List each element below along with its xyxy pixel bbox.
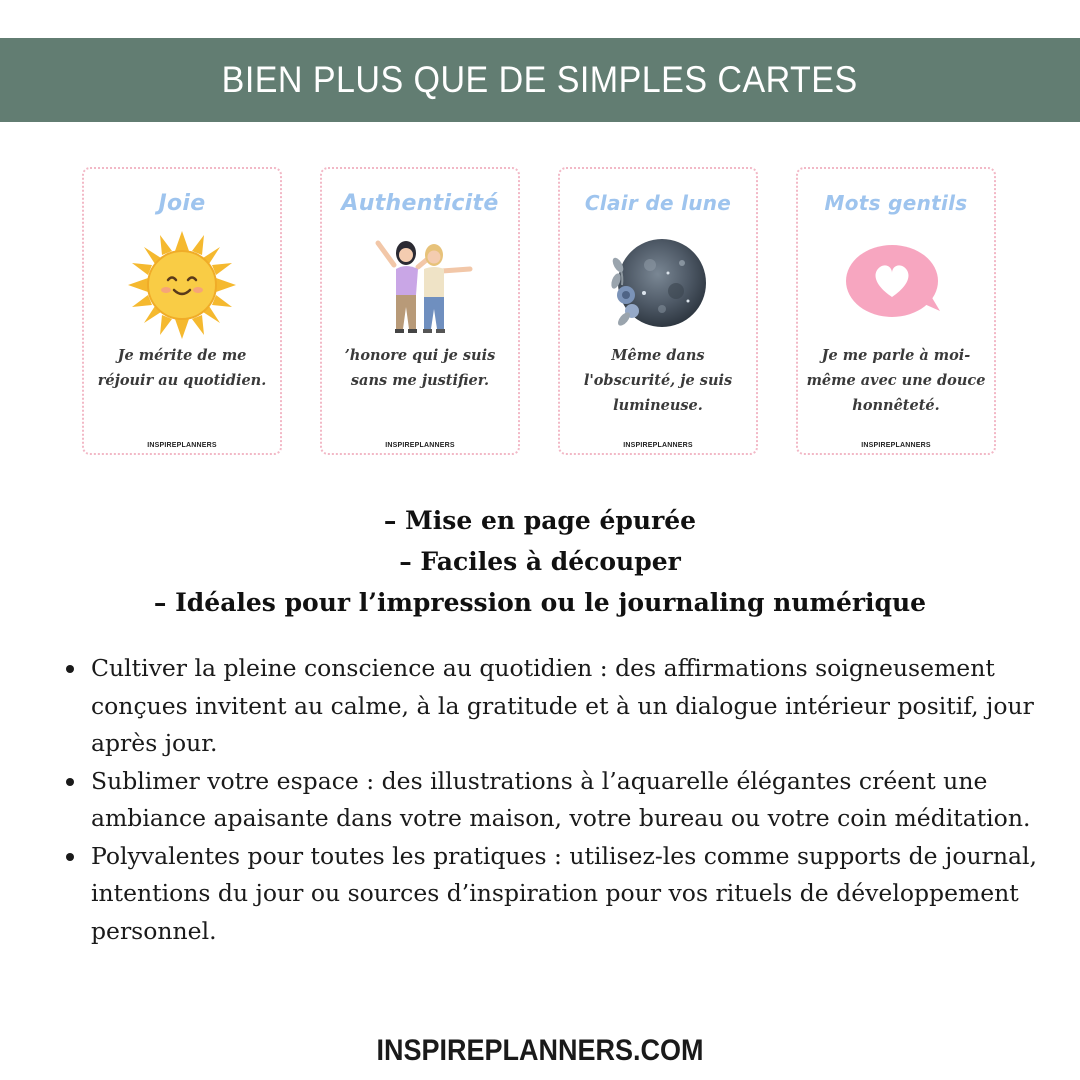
feature-item: – Idéales pour l’impression ou le journaling numérique xyxy=(153,588,927,617)
affirmation-card-authenticite xyxy=(320,167,520,455)
card-brand: INSPIREPLANNERS xyxy=(623,442,693,449)
card-brand: INSPIREPLANNERS xyxy=(861,442,931,449)
benefit-text: Cultiver la pleine conscience au quotidien : des affirmations soigneusement conçues invitent au calme, à la gratitude et à un dialogue intérieur positif, jour après jour. xyxy=(91,654,1034,757)
affirmation-card-joie xyxy=(82,167,282,455)
affirmation-card-clair-de-lune xyxy=(558,167,758,455)
card-gallery xyxy=(82,167,1000,457)
bullet-icon xyxy=(66,665,74,673)
header-banner xyxy=(0,38,1080,122)
bullet-icon xyxy=(66,778,74,786)
card-brand: INSPIREPLANNERS xyxy=(385,442,455,449)
card-quote: ’honore qui je suis sans me justifier. xyxy=(344,347,496,389)
card-title: Mots gentils xyxy=(824,191,968,215)
card-title: Clair de lune xyxy=(584,191,732,215)
heart-speech-bubble-icon xyxy=(798,229,994,341)
moon-icon xyxy=(560,229,756,341)
benefit-list xyxy=(60,650,1060,950)
smiling-sun-icon xyxy=(84,229,280,341)
two-friends-illustration xyxy=(322,229,518,341)
card-title: Authenticité xyxy=(341,191,499,216)
website-footer: INSPIREPLANNERS.COM xyxy=(376,1034,704,1067)
benefit-text: Polyvalentes pour toutes les pratiques : utilisez-les comme supports de journal, intentions du jour ou sources d’inspiration pour vos rituels de développement personnel. xyxy=(91,841,1037,945)
feature-item: – Faciles à découper xyxy=(399,547,681,576)
bullet-icon xyxy=(66,853,74,861)
feature-item: – Mise en page épurée xyxy=(383,506,697,535)
benefit-item xyxy=(60,650,1060,763)
card-quote: Je mérite de me réjouir au quotidien. xyxy=(97,347,267,389)
card-quote: Je me parle à moi-même avec une douce honnêteté. xyxy=(806,347,986,414)
card-title: Joie xyxy=(158,191,206,216)
benefit-item xyxy=(60,763,1060,838)
benefit-text: Sublimer votre espace : des illustrations à l’aquarelle élégantes créent une ambiance apaisante dans votre maison, votre bureau ou votre coin méditation. xyxy=(91,766,1031,832)
card-brand: INSPIREPLANNERS xyxy=(147,442,217,449)
feature-list xyxy=(0,500,1080,623)
page-title: BIEN PLUS QUE DE SIMPLES CARTES xyxy=(221,59,858,100)
card-quote: Même dans l'obscurité, je suis lumineuse. xyxy=(583,347,733,414)
benefit-item xyxy=(60,838,1060,951)
affirmation-card-mots-gentils xyxy=(796,167,996,455)
